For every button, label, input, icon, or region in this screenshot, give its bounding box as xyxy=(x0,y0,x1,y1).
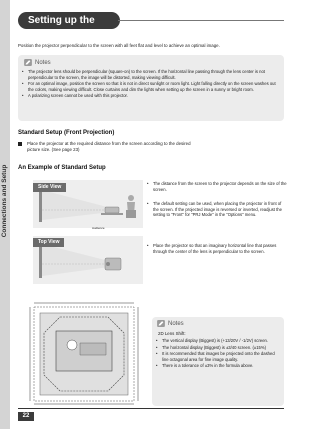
side-view-note: • The default setting can be used, when placing the projector in front of the screen. If the projected image is reversed or inverted, readjust the setting to "Front" for "PRJ Mode" in the "Options" menu. xyxy=(147,201,287,218)
lens-shift-note: • There is a tolerance of ±3% in the formula above. xyxy=(156,363,281,369)
lens-shift-diagram xyxy=(26,301,148,406)
page-number: 22 xyxy=(18,412,34,421)
lens-shift-notes-heading xyxy=(157,320,184,327)
top-view-notes xyxy=(147,243,287,255)
lens-shift-subheading: 2D Lens Shift: xyxy=(158,331,186,336)
square-bullet-icon xyxy=(18,142,22,146)
section-heading-example: An Example of Standard Setup xyxy=(18,165,106,171)
page-title: Setting up the Screen xyxy=(18,12,120,29)
lens-shift-notes-heading-label: Notes xyxy=(168,321,184,328)
section-heading-standard-setup: Standard Setup (Front Projection) xyxy=(18,130,115,136)
notes-list xyxy=(22,69,280,100)
notes-item: • A polarizing screen cannot be used with this projector. xyxy=(22,93,280,99)
standard-setup-text: Place the projector at the required distance from the screen according to the desired picture size. (See page 23) xyxy=(27,141,191,152)
notes-item: • For an optimal image, position the screen so that it is not in direct sunlight or room light. Light falling directly on the screen washes out the colors, making viewing difficult. Close curtains and dim the lights when setting up the screen in a sunny or bright room. xyxy=(22,81,280,92)
side-view-notes-2 xyxy=(147,201,287,219)
lens-shift-notes-list xyxy=(156,338,281,370)
side-tab-label: Connections and Setup xyxy=(1,164,8,238)
notes-heading-label: Notes xyxy=(35,60,51,67)
side-view-notes xyxy=(147,181,287,193)
audience-label: Audience xyxy=(92,226,105,230)
side-tab xyxy=(0,0,10,429)
standard-setup-item xyxy=(18,141,218,152)
notes-item: • The projector lens should be perpendicular (square-on) to the screen. If the horizontal line passing through the lens center is not perpendicular to the screen, the image will be distorted, making viewing difficult. xyxy=(22,69,280,80)
lens-shift-note: • The vertical display (Biggest) is (+13/20V / -1/2V) screen. xyxy=(156,338,281,344)
title-rule xyxy=(118,20,284,21)
pencil-icon xyxy=(157,320,165,327)
notes-heading xyxy=(24,59,51,66)
lens-shift-note: • The horizontal display (Biggest) is ±3/40 screen. (±15%) xyxy=(156,345,281,351)
top-view-label: Top View xyxy=(33,238,64,247)
side-view-label: Side View xyxy=(33,183,66,192)
top-view-note: • Place the projector so that an imaginary horizontal line that passes through the center of the lens is perpendicular to the screen. xyxy=(147,243,287,254)
side-view-note: • The distance from the screen to the projector depends on the size of the screen. xyxy=(147,181,287,192)
pencil-icon xyxy=(24,59,32,66)
footer-rule xyxy=(18,408,284,409)
lens-shift-note: • It is recommended that images be projected onto the dashed line octagonal area for fine image quality. xyxy=(156,351,281,362)
intro-text: Position the projector perpendicular to the screen with all feet flat and level to achieve an optimal image. xyxy=(18,43,220,48)
